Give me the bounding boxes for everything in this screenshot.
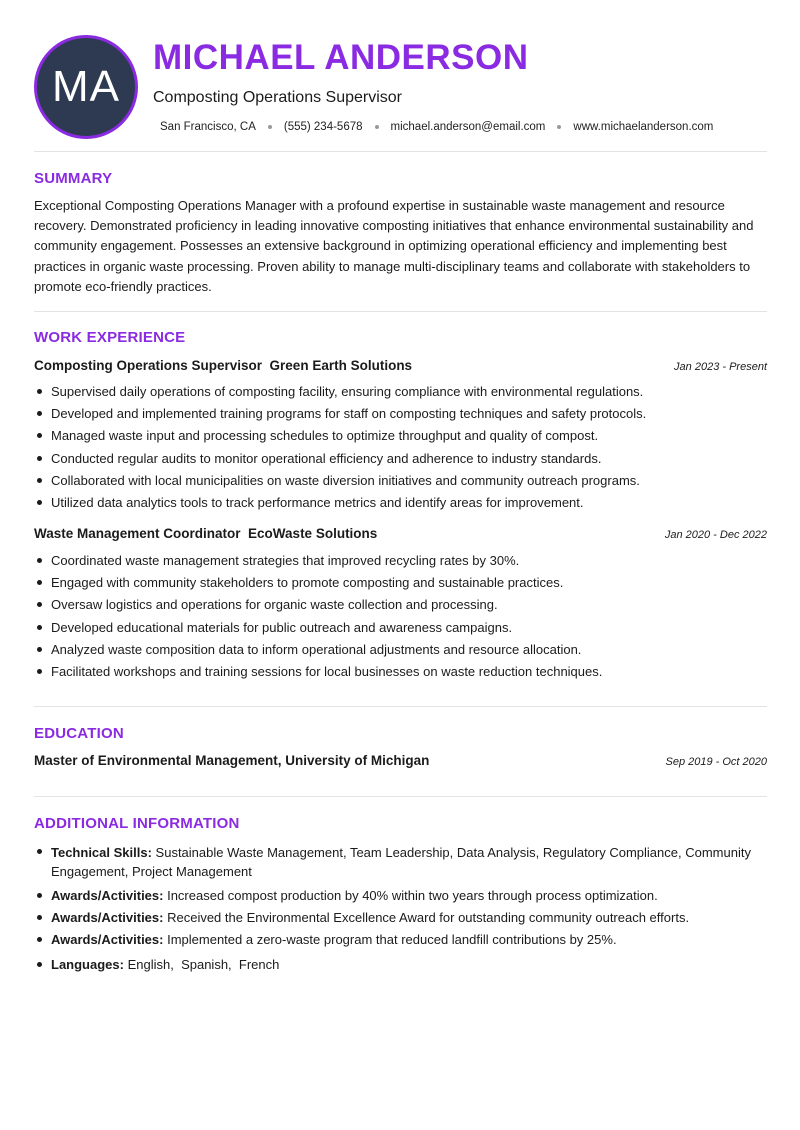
job-header (34, 358, 767, 376)
job-header (34, 526, 767, 544)
divider (34, 151, 767, 152)
item-text: Received the Environmental Excellence Award for outstanding community outreach efforts. (167, 910, 690, 926)
list-item: Utilized data analytics tools to track performance metrics and identify areas for improvement. (34, 494, 767, 511)
list-item: Collaborated with local municipalities on waste diversion initiatives and community outreach programs. (34, 472, 767, 489)
job-title: Composting Operations Supervisor (153, 89, 403, 106)
additional-info-heading: ADDITIONAL INFORMATION (34, 815, 240, 832)
item-label: Languages: (51, 957, 124, 973)
list-item (34, 887, 767, 904)
education-dates: Sep 2019 - Oct 2020 (665, 756, 767, 768)
job-position (34, 526, 377, 541)
separator-dot-icon (375, 125, 379, 129)
list-item (34, 909, 767, 926)
contact-info (160, 121, 713, 133)
job-bullets (34, 552, 767, 685)
list-item: Analyzed waste composition data to inform operational adjustments and resource allocation. (34, 641, 767, 658)
item-label: Awards/Activities: (51, 888, 164, 903)
job-dates: Jan 2023 - Present (674, 361, 767, 373)
item-text: English, Spanish, French (127, 957, 280, 973)
list-item: Conducted regular audits to monitor operational efficiency and adherence to industry standards. (34, 450, 767, 467)
education-degree: Master of Environmental Management, University of Michigan (34, 753, 430, 768)
candidate-name: MICHAEL ANDERSON (153, 38, 529, 77)
list-item (34, 843, 767, 881)
item-label: Awards/Activities: (51, 910, 164, 926)
divider (34, 706, 767, 707)
job-company: EcoWaste Solutions (248, 526, 378, 541)
divider (34, 311, 767, 312)
list-item: Developed and implemented training programs for staff on composting techniques and safety protocols. (34, 405, 767, 422)
separator-dot-icon (557, 125, 561, 129)
list-item: Engaged with community stakeholders to promote composting and sustainable practices. (34, 574, 767, 591)
list-item (34, 931, 767, 948)
summary-heading: SUMMARY (34, 170, 113, 187)
avatar-initials: MA (52, 62, 120, 111)
work-experience-heading: WORK EXPERIENCE (34, 329, 186, 346)
item-label: Technical Skills: (51, 845, 152, 860)
item-text: Implemented a zero-waste program that reduced landfill contributions by 25%. (167, 932, 617, 948)
contact-website[interactable]: www.michaelanderson.com (573, 121, 714, 133)
job-dates: Jan 2020 - Dec 2022 (664, 529, 767, 541)
additional-info-list (34, 843, 767, 979)
contact-location: San Francisco, CA (160, 121, 256, 133)
list-item: Oversaw logistics and operations for organic waste collection and processing. (34, 596, 767, 613)
job-company: Green Earth Solutions (269, 358, 413, 373)
list-item: Managed waste input and processing schedules to optimize throughput and quality of compost. (34, 427, 767, 444)
contact-email[interactable]: michael.anderson@email.com (390, 121, 546, 133)
divider (34, 796, 767, 797)
job-bullets (34, 383, 767, 516)
avatar (34, 35, 138, 139)
education-entry (34, 753, 767, 771)
contact-phone: (555) 234-5678 (283, 121, 363, 133)
job-role: Composting Operations Supervisor (34, 358, 263, 373)
list-item (34, 956, 767, 973)
summary-text: Exceptional Composting Operations Manager with a profound expertise in sustainable waste management and resource recovery. Demonstrated proficiency in leading innovative composting initiatives that enhance environmental sustainability and community engagement. Possesses an extensive background in optimizing operational efficiency and implementing best practices in organic waste processing. Proven ability to manage multi-disciplinary teams and collaborate with stakeholders to promote eco-friendly practices. (34, 198, 754, 294)
item-text: Increased compost production by 40% within two years through process optimization. (167, 888, 658, 903)
item-label: Awards/Activities: (51, 932, 164, 948)
list-item: Supervised daily operations of composting facility, ensuring compliance with environmental regulations. (34, 383, 767, 400)
job-position (34, 358, 412, 373)
separator-dot-icon (268, 125, 272, 129)
list-item: Developed educational materials for public outreach and awareness campaigns. (34, 619, 767, 636)
item-text: Sustainable Waste Management, Team Leadership, Data Analysis, Regulatory Compliance, Community Engagement, Project Management (51, 845, 751, 879)
job-role: Waste Management Coordinator (34, 526, 241, 541)
education-heading: EDUCATION (34, 725, 124, 742)
list-item: Coordinated waste management strategies that improved recycling rates by 30%. (34, 552, 767, 569)
list-item: Facilitated workshops and training sessions for local businesses on waste reduction techniques. (34, 663, 767, 680)
